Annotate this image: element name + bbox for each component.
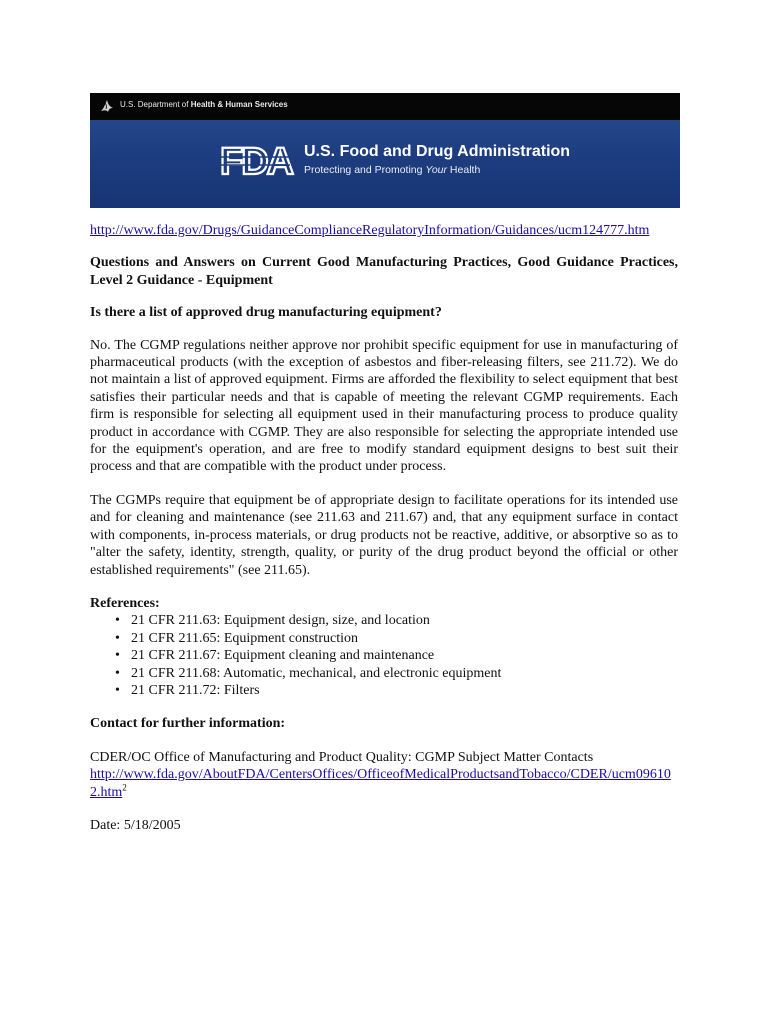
references-heading: References: (90, 595, 160, 611)
answer-paragraph-1: No. The CGMP regulations neither approve nor prohibit specific equipment for use in manufacturing of pharmaceutical products (with the exception of asbestos and fiber-releasing filters, see 211.72). We do not maintain a list of approved equipment. Firms are afforded the flexibility to select equipment that best satisfies their particular needs and that is capable of meeting the relevant CGMP requirements. Each firm is responsible for selecting all equipment used in their manufacturing process to produce quality product in accordance with CGMP. They are also responsible for selecting the appropriate intended use for the equipment's operation, and are free to modify standard equipment designs to best suit their process and that are compatible with the product under process. (90, 337, 678, 475)
document-body (90, 222, 678, 834)
contact-heading: Contact for further information: (90, 716, 286, 732)
fda-header-banner (90, 93, 680, 208)
hhs-top-bar (90, 93, 680, 120)
reference-item: • 21 CFR 211.67: Equipment cleaning and maintenance (131, 647, 678, 664)
reference-item: • 21 CFR 211.68: Automatic, mechanical, and electronic equipment (131, 665, 678, 682)
question-heading: Is there a list of approved drug manufacturing equipment? (90, 305, 442, 321)
document-date: Date: 5/18/2005 (90, 817, 181, 833)
footnote-marker: 2 (122, 781, 127, 792)
document-title: Questions and Answers on Current Good Manufacturing Practices, Good Guidance Practices, Level 2 Guidance - Equipment (90, 255, 678, 288)
agency-name: U.S. Food and Drug Administration (304, 143, 571, 160)
hhs-eagle-icon (98, 97, 116, 115)
agency-tagline: Protecting and Promoting Your Health (304, 164, 481, 176)
contact-url-line (90, 766, 678, 801)
reference-item: • 21 CFR 211.65: Equipment construction (131, 630, 678, 647)
reference-item: • 21 CFR 211.63: Equipment design, size, and location (131, 612, 678, 629)
contact-text: CDER/OC Office of Manufacturing and Product Quality: CGMP Subject Matter Contacts (90, 749, 594, 765)
hhs-department-label: U.S. Department of Health & Human Services (120, 100, 288, 109)
fda-logo-letters: FDA (220, 141, 293, 181)
references-list (90, 612, 678, 699)
reference-item: • 21 CFR 211.72: Filters (131, 682, 678, 699)
contact-url-link[interactable]: http://www.fda.gov/AboutFDA/CentersOffices/OfficeofMedicalProductsandTobacco/CDER/ucm096102.htm (90, 767, 671, 800)
source-url-link[interactable]: http://www.fda.gov/Drugs/GuidanceComplianceRegulatoryInformation/Guidances/ucm124777.htm (90, 223, 650, 238)
source-url-line (90, 222, 678, 239)
answer-paragraph-2: The CGMPs require that equipment be of appropriate design to facilitate operations for its intended use and for cleaning and maintenance (see 211.63 and 211.67) and, that any equipment surface in contact with components, in-process materials, or drug products not be reactive, additive, or absorptive so as to "alter the safety, identity, strength, quality, or purity of the drug product beyond the official or other established requirements" (see 211.65). (90, 492, 678, 578)
